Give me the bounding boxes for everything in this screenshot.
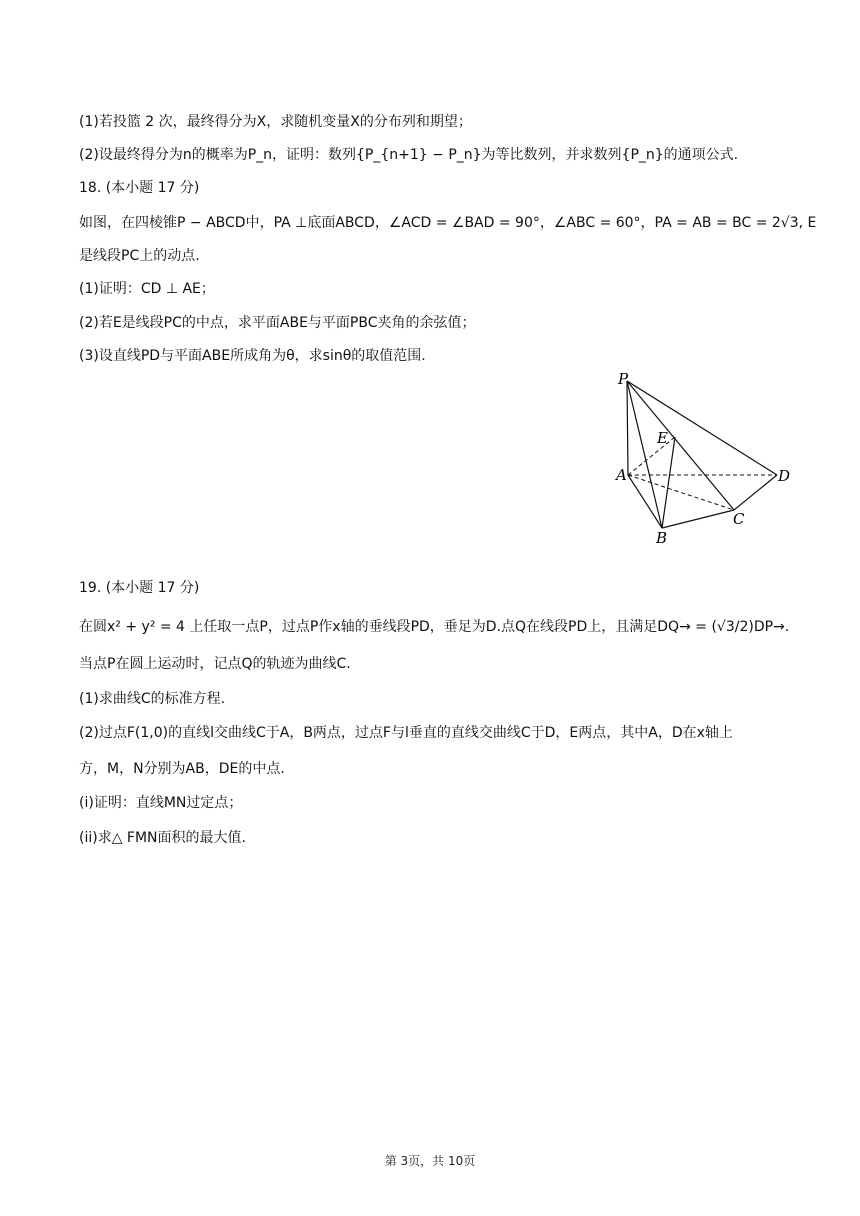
- q19-header: 19. (本小题 17 分): [79, 580, 200, 596]
- label-E: E: [657, 429, 668, 447]
- q18-part3: (3)设直线PD与平面ABE所成角为θ，求sinθ的取值范围.: [79, 348, 426, 364]
- page-footer: 第 3页，共 10页: [384, 1154, 476, 1168]
- segment-BE: [662, 437, 675, 528]
- q17-part1: (1)若投篮 2 次，最终得分为X，求随机变量X的分布列和期望；: [79, 114, 472, 130]
- q19-stem-line2: 当点P在圆上运动时，记点Q的轨迹为曲线C.: [79, 656, 351, 672]
- edge-CD: [734, 475, 777, 510]
- q18-header: 18. (本小题 17 分): [79, 180, 200, 196]
- label-C: C: [733, 510, 745, 528]
- q19-part2-line1: (2)过点F(1,0)的直线l交曲线C于A，B两点，过点F与l垂直的直线交曲线C于D，E两点，其中A，D在x轴上: [79, 725, 733, 741]
- q19-sub1: (i)证明：直线MN过定点；: [79, 795, 243, 811]
- q19-sub2: (ii)求△ FMN面积的最大值.: [79, 830, 246, 846]
- edge-PC: [627, 381, 734, 510]
- q19-part1: (1)求曲线C的标准方程.: [79, 691, 226, 707]
- q18-part1: (1)证明：CD ⊥ AE；: [79, 281, 215, 297]
- q18-stem-line1: 如图，在四棱锥P − ABCD中，PA ⊥底面ABCD，∠ACD = ∠BAD = 90°，∠ABC = 60°，PA = AB = BC = 2√3, E: [79, 215, 817, 231]
- label-B: B: [656, 529, 668, 547]
- label-P: P: [618, 370, 629, 388]
- q18-part2: (2)若E是线段PC的中点，求平面ABE与平面PBC夹角的余弦值；: [79, 315, 476, 331]
- label-D: D: [778, 467, 791, 485]
- edge-PA: [627, 381, 628, 475]
- q18-stem-line2: 是线段PC上的动点.: [79, 248, 200, 264]
- edge-PB: [627, 381, 662, 528]
- q19-part2-line2: 方，M，N分别为AB，DE的中点.: [79, 761, 285, 777]
- edge-BC: [662, 510, 734, 528]
- edge-AB: [628, 475, 662, 528]
- edge-AC: [628, 475, 734, 510]
- edge-PD: [627, 381, 777, 475]
- pyramid-figure: [608, 368, 798, 548]
- label-A: A: [616, 466, 627, 484]
- q19-stem-line1: 在圆x² + y² = 4 上任取一点P，过点P作x轴的垂线段PD，垂足为D.点Q在线段PD上，且满足DQ→ = (√3/2)DP→.: [79, 619, 790, 635]
- q17-part2: (2)设最终得分为n的概率为P_n，证明：数列{P_{n+1} − P_n}为等比数列，并求数列{P_n}的通项公式.: [79, 147, 739, 163]
